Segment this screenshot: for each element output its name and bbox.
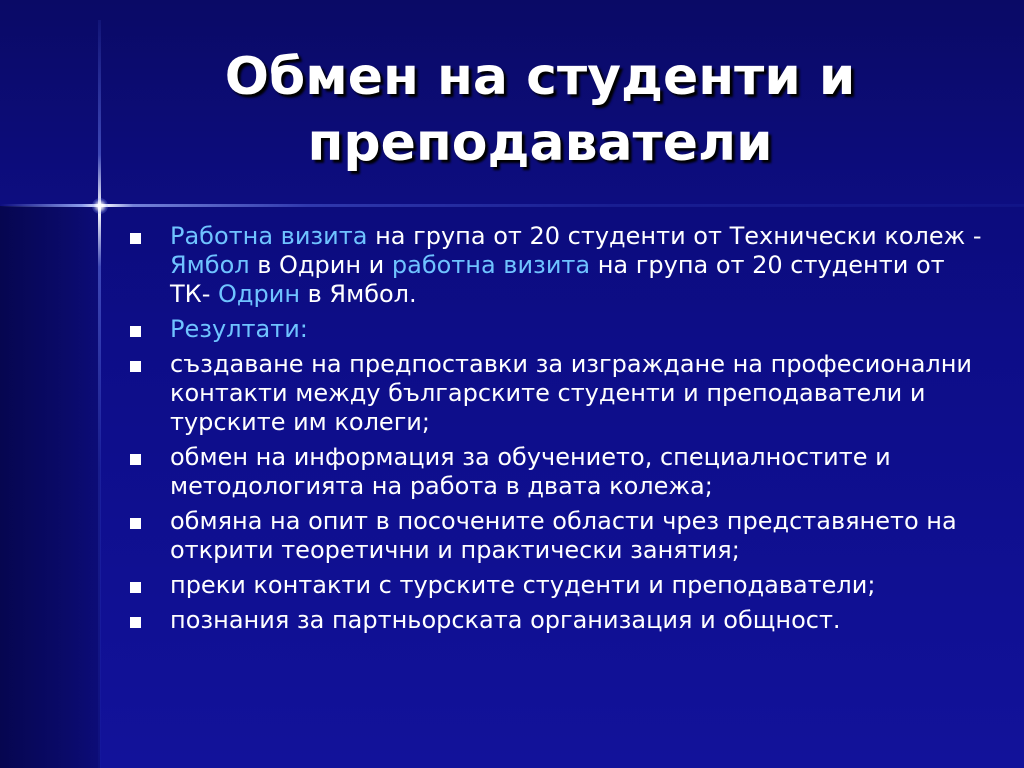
square-bullet-icon	[130, 518, 141, 529]
bullet-list	[128, 222, 988, 641]
square-bullet-icon	[130, 617, 141, 628]
bullet-item	[128, 606, 988, 635]
bullet-item	[128, 507, 988, 565]
highlighted-text: Ямбол	[170, 251, 250, 279]
sparkle-vertical-ray	[98, 20, 101, 768]
bullet-text: в Ямбол.	[300, 280, 417, 308]
bullet-item	[128, 222, 988, 309]
bullet-text: на група от 20 студенти от Технически колеж -	[367, 222, 982, 250]
bullet-item	[128, 315, 988, 344]
sparkle-horizontal-ray	[0, 204, 1024, 207]
square-bullet-icon	[130, 233, 141, 244]
bullet-text: преки контакти с турските студенти и преподаватели;	[170, 571, 876, 599]
sparkle-star-icon	[92, 198, 108, 214]
slide-title-line-2: преподаватели	[307, 113, 773, 173]
highlighted-text: Одрин	[218, 280, 301, 308]
bullet-text: създаване на предпоставки за изграждане на професионални контакти между българските студенти и преподаватели и турските им колеги;	[170, 350, 973, 436]
bullet-item	[128, 443, 988, 501]
bullet-item	[128, 350, 988, 437]
bullet-text: на група от 20 студенти от ТК-	[170, 251, 945, 308]
bullet-text: обмяна на опит в посочените области чрез представянето на открити теоретични и практически занятия;	[170, 507, 957, 564]
highlighted-text: работна визита	[391, 251, 591, 279]
square-bullet-icon	[130, 326, 141, 337]
bullet-text: обмен на информация за обучението, специалностите и методологията на работа в двата колежа;	[170, 443, 891, 500]
slide-title	[110, 44, 970, 176]
bullet-text: в Одрин и	[249, 251, 392, 279]
slide-title-line-1: Обмен на студенти и	[224, 47, 856, 107]
highlighted-text: Работна визита	[170, 222, 368, 250]
bullet-text: познания за партньорската организация и общност.	[170, 606, 841, 634]
square-bullet-icon	[130, 454, 141, 465]
results-heading: Резултати:	[170, 315, 308, 343]
square-bullet-icon	[130, 582, 141, 593]
bullet-item	[128, 571, 988, 600]
square-bullet-icon	[130, 361, 141, 372]
